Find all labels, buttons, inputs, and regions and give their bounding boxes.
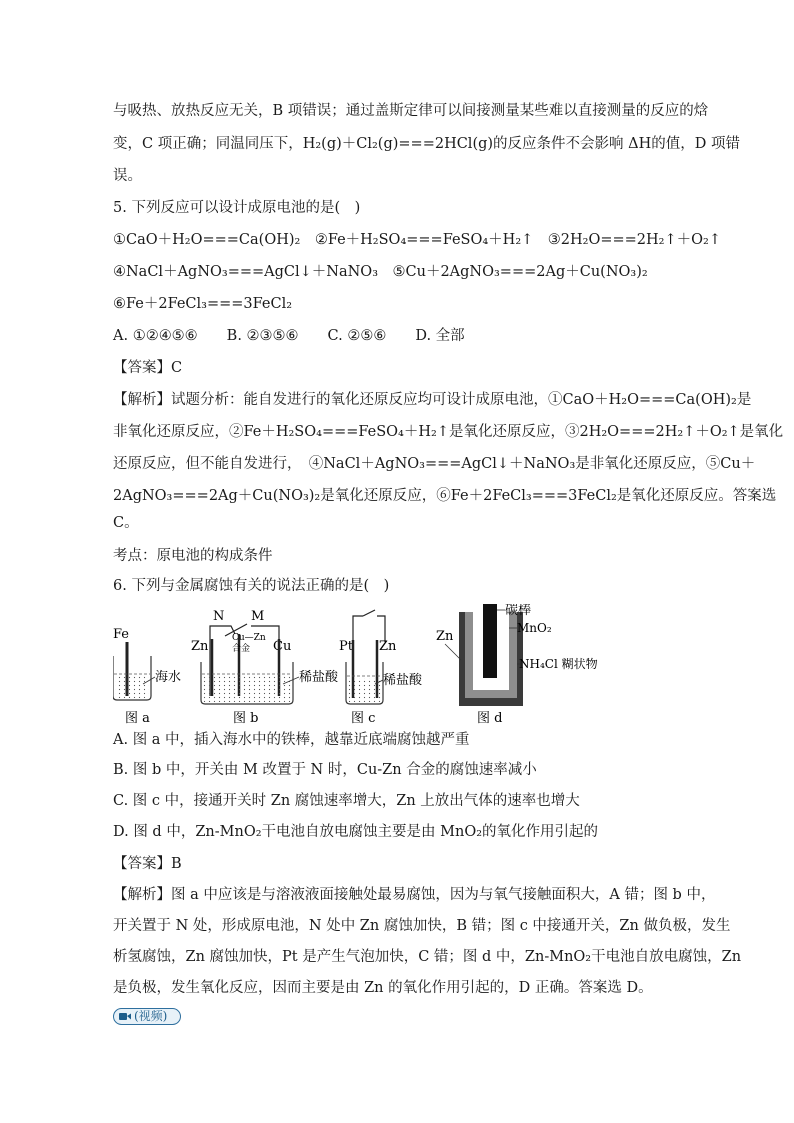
analysis-5: 非氧化还原反应，②Fe＋H₂SO₄===FeSO₄＋H₂↑是氧化还原反应，③2H₂O===2H₂↑＋O₂↑是氧化 xyxy=(113,424,784,440)
analysis-6: 开关置于 N 处，形成原电池，N 处中 Zn 腐蚀加快，B 错；图 c 中接通开关，Zn 做负极，发生 xyxy=(113,918,731,934)
option-d: D. 图 d 中，Zn-MnO₂干电池自放电腐蚀主要是由 MnO₂的氧化作用引起的 xyxy=(113,824,599,840)
question-5-stem: 5. 下列反应可以设计成原电池的是( ) xyxy=(113,200,361,216)
question-5-options: A. ①②④⑤⑥ B. ②③⑤⑥ C. ②⑤⑥ D. 全部 xyxy=(113,328,465,344)
figure-a xyxy=(113,627,181,726)
knowledge-point: 考点：原电池的构成条件 xyxy=(113,548,273,564)
caption-b: 图 b xyxy=(233,711,259,726)
carbon-rod-label: 碳棒 xyxy=(505,604,532,618)
option-b: B. 图 b 中，开关由 M 改置于 N 时，Cu-Zn 合金的腐蚀速率减小 xyxy=(113,762,537,778)
analysis-5: 2AgNO₃===2Ag＋Cu(NO₃)₂是氧化还原反应，⑥Fe＋2FeCl₃===3FeCl₂是氧化还原反应。答案选 xyxy=(113,488,777,504)
text-line: 误。 xyxy=(113,168,142,184)
carbon-rod xyxy=(483,604,497,678)
nh4cl-label: NH₄Cl 糊状物 xyxy=(519,657,598,671)
text-line: 变，C 项正确；同温同压下，H₂(g)＋Cl₂(g)===2HCl(g)的反应条件不会影响 ΔH的值，D 项错 xyxy=(113,136,741,152)
option-a: A. 图 a 中，插入海水中的铁棒，越靠近底端腐蚀越严重 xyxy=(113,732,470,748)
fe-label: Fe xyxy=(113,627,130,642)
figure-c xyxy=(339,610,423,726)
figure-b xyxy=(191,609,339,726)
analysis-6: 是负极，发生氧化反应，因而主要是由 Zn 的氧化作用引起的，D 正确。答案选 D。 xyxy=(113,980,653,996)
hcl-label-b: 稀盐酸 xyxy=(299,670,339,685)
question-5-reactions: ⑥Fe＋2FeCl₃===3FeCl₂ xyxy=(113,296,293,312)
analysis-5: C。 xyxy=(113,515,139,531)
analysis-5: 还原反应，但不能自发进行， ④NaCl＋AgNO₃===AgCl↓＋NaNO₃是非氧化还原反应，⑤Cu＋ xyxy=(113,456,756,472)
analysis-5: 【解析】试题分析：能自发进行的氧化还原反应均可设计成原电池，①CaO＋H₂O===Ca(OH)₂是 xyxy=(113,392,752,408)
cu-label-b: Cu xyxy=(273,639,292,654)
hcl-label-c: 稀盐酸 xyxy=(383,673,423,688)
alloy-label: 合金 xyxy=(232,644,251,654)
pt-label: Pt xyxy=(339,639,353,654)
switch-c xyxy=(363,610,375,616)
zn-label-b: Zn xyxy=(191,639,209,654)
zn-label-c: Zn xyxy=(379,639,397,654)
text-line: 与吸热、放热反应无关，B 项错误；通过盖斯定律可以间接测量某些难以直接测量的反应的焓 xyxy=(113,103,709,119)
question-5-reactions: ①CaO＋H₂O===Ca(OH)₂ ②Fe＋H₂SO₄===FeSO₄＋H₂↑ ③2H₂O===2H₂↑＋O₂↑ xyxy=(113,232,721,248)
caption-a: 图 a xyxy=(125,711,150,726)
mno2-label: MnO₂ xyxy=(517,621,552,635)
analysis-6: 【解析】图 a 中应该是与溶液液面接触处最易腐蚀，因为与氧气接触面积大，A 错；图 b 中， xyxy=(113,887,716,903)
analysis-6: 析氢腐蚀，Zn 腐蚀加快，Pt 是产生气泡加快，C 错；图 d 中，Zn-MnO₂干电池自放电腐蚀，Zn xyxy=(113,949,742,965)
answer-5: 【答案】C xyxy=(113,360,183,376)
switch-n-label: N xyxy=(213,609,225,624)
figures-corrosion xyxy=(113,604,693,726)
zn-label-d: Zn xyxy=(436,629,454,644)
answer-6: 【答案】B xyxy=(113,856,182,872)
caption-d: 图 d xyxy=(477,711,503,726)
switch-m-label: M xyxy=(251,609,265,624)
question-6-stem: 6. 下列与金属腐蚀有关的说法正确的是( ) xyxy=(113,578,390,594)
seawater-label: 海水 xyxy=(155,670,182,685)
video-button-label: (视频) xyxy=(134,1009,168,1023)
question-5-reactions: ④NaCl＋AgNO₃===AgCl↓＋NaNO₃ ⑤Cu＋2AgNO₃===2Ag＋Cu(NO₃)₂ xyxy=(113,264,648,280)
figure-d xyxy=(436,604,598,726)
option-c: C. 图 c 中，接通开关时 Zn 腐蚀速率增大，Zn 上放出气体的速率也增大 xyxy=(113,793,580,809)
caption-c: 图 c xyxy=(351,711,376,726)
video-camera-icon xyxy=(119,1012,131,1021)
video-button[interactable] xyxy=(113,1008,181,1025)
cu-zn-label: Cu—Zn xyxy=(232,633,266,643)
